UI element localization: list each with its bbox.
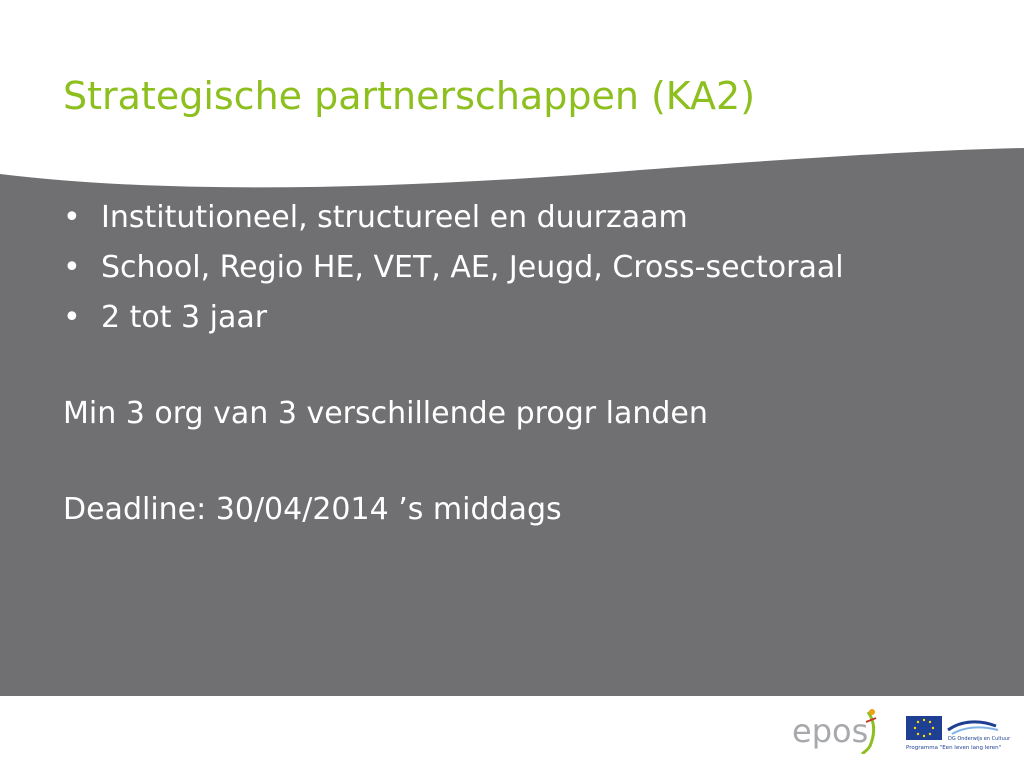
epos-logo-wordmark: epos <box>792 712 869 750</box>
eu-flag-logo <box>906 712 1018 752</box>
bullet-marker: • <box>63 300 81 335</box>
bullet-item <box>63 246 963 290</box>
bullet-text: Institutioneel, structureel en duurzaam <box>101 200 688 235</box>
bullet-item <box>63 196 963 240</box>
slide-body <box>63 196 963 532</box>
bullet-marker: • <box>63 200 81 235</box>
slide-footer <box>0 696 1024 768</box>
eu-program-line1: DG Onderwijs en Cultuur <box>948 736 1011 742</box>
bullet-marker: • <box>63 250 81 285</box>
bullet-text: School, Regio HE, VET, AE, Jeugd, Cross-sectoraal <box>101 250 844 285</box>
bullet-list <box>63 196 963 340</box>
bullet-item <box>63 296 963 340</box>
slide-title: Strategische partnerschappen (KA2) <box>63 74 756 118</box>
epos-logo <box>790 706 880 754</box>
deadline-text: Deadline: 30/04/2014 ’s middags <box>63 492 562 527</box>
organisations-requirement: Min 3 org van 3 verschillende progr landen <box>63 396 708 431</box>
bullet-text: 2 tot 3 jaar <box>101 300 268 335</box>
eu-program-line2: Programma "Een leven lang leren" <box>906 745 1002 751</box>
